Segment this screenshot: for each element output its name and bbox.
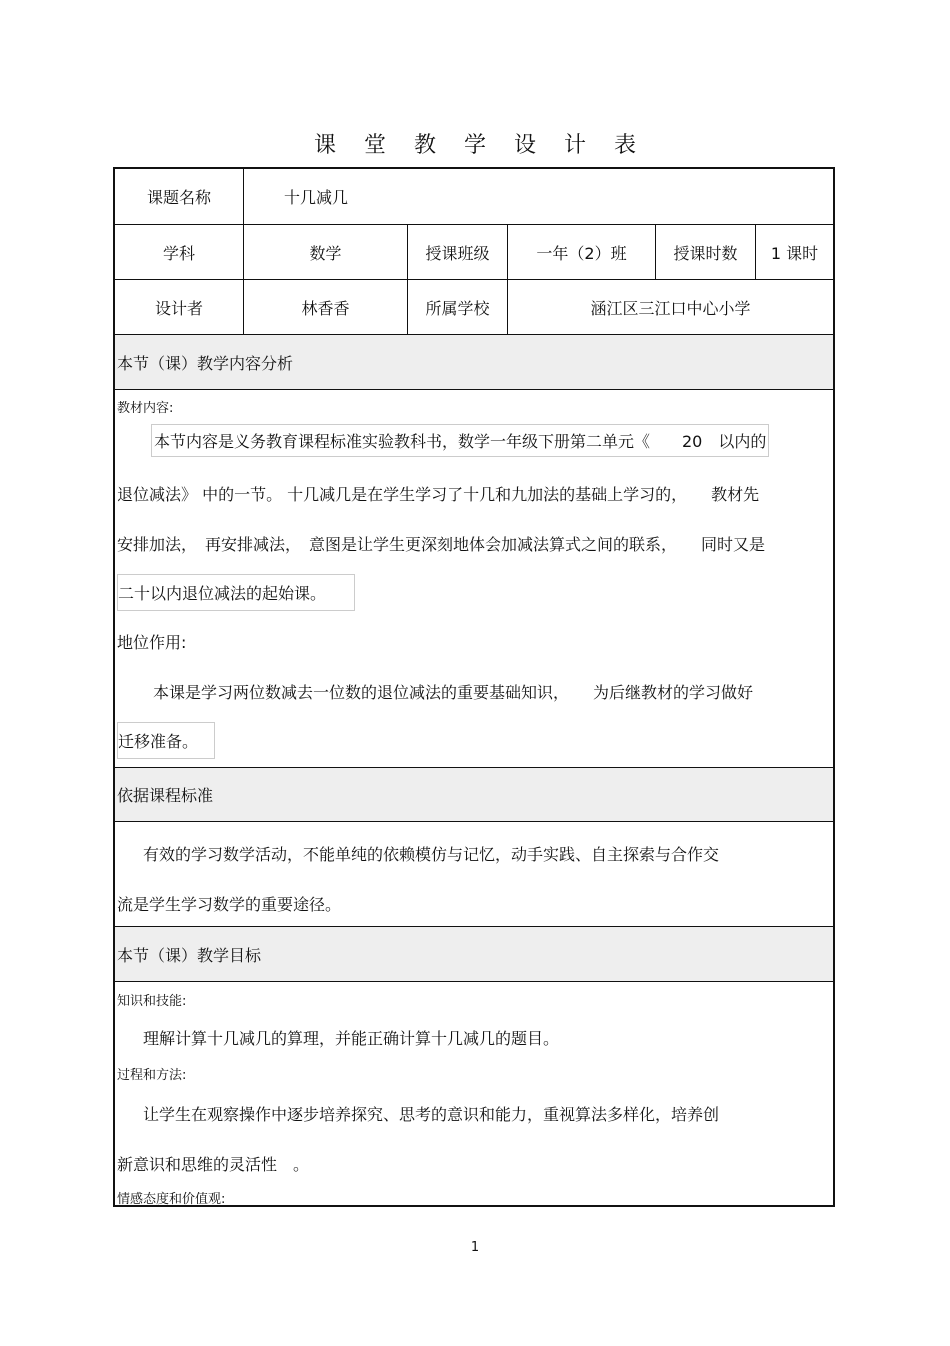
hours-value: 1 课时 bbox=[755, 225, 833, 279]
process-label: 过程和方法: bbox=[117, 1068, 187, 1083]
material-line: 退位减法》 中的一节。 十几减几是在学生学习了十几和九加法的基础上学习的， 教材先 bbox=[117, 485, 760, 504]
knowledge-line: 理解计算十几减几的算理，并能正确计算十几减几的题目。 bbox=[143, 1029, 560, 1048]
standard-heading-row bbox=[115, 768, 833, 822]
role-line: 迁移准备。 bbox=[117, 722, 215, 759]
goals-heading: 本节（课）教学目标 bbox=[117, 945, 262, 965]
designer-label: 设计者 bbox=[154, 298, 203, 318]
standard-heading: 依据课程标准 bbox=[117, 786, 214, 805]
topic-label: 课题名称 bbox=[146, 188, 211, 207]
lesson-design-table bbox=[113, 167, 835, 1207]
emotion-label: 情感态度和价值观: bbox=[117, 1192, 226, 1207]
role-label: 地位作用: bbox=[117, 633, 187, 652]
goals-heading-row bbox=[115, 927, 833, 982]
process-line: 新意识和思维的灵活性 。 bbox=[117, 1155, 310, 1174]
material-line: 本节内容是义务教育课程标准实验教科书，数学一年级下册第二单元《 20 以内的 bbox=[151, 424, 769, 457]
material-line: 安排加法， 再安排减法， 意图是让学生更深刻地体会加减法算式之间的联系， 同时又是 bbox=[117, 535, 766, 554]
designer-row bbox=[115, 280, 833, 335]
role-line: 本课是学习两位数减去一位数的退位减法的重要基础知识， 为后继教材的学习做好 bbox=[153, 683, 754, 702]
class-label: 授课班级 bbox=[407, 225, 507, 279]
content-analysis-body bbox=[115, 390, 833, 768]
class-value: 一年（2）班 bbox=[507, 225, 655, 279]
school-value: 涵江区三江口中心小学 bbox=[507, 280, 833, 334]
subject-value: 数学 bbox=[243, 225, 407, 279]
knowledge-label: 知识和技能: bbox=[117, 994, 187, 1009]
standard-line: 流是学生学习数学的重要途径。 bbox=[117, 895, 342, 914]
subject-label: 学科 bbox=[162, 243, 195, 263]
process-line: 让学生在观察操作中逐步培养探究、思考的意识和能力，重视算法多样化，培养创 bbox=[143, 1105, 720, 1124]
standard-line: 有效的学习数学活动，不能单纯的依赖模仿与记忆，动手实践、自主探索与合作交 bbox=[143, 845, 720, 864]
goals-body bbox=[115, 982, 833, 1205]
school-label: 所属学校 bbox=[407, 280, 507, 334]
designer-value: 林香香 bbox=[243, 280, 407, 334]
content-analysis-heading: 本节（课）教学内容分析 bbox=[117, 353, 294, 373]
material-label: 教材内容: bbox=[117, 401, 174, 416]
topic-row bbox=[115, 169, 833, 225]
subject-row bbox=[115, 225, 833, 280]
topic-value: 十几减几 bbox=[243, 169, 833, 224]
page-number: 1 bbox=[470, 1240, 480, 1255]
content-analysis-heading-row bbox=[115, 335, 833, 390]
page-title: 课 堂 教 学 设 计 表 bbox=[313, 133, 637, 158]
standard-body bbox=[115, 822, 833, 927]
material-line: 二十以内退位减法的起始课。 bbox=[117, 574, 355, 611]
hours-label: 授课时数 bbox=[655, 225, 755, 279]
